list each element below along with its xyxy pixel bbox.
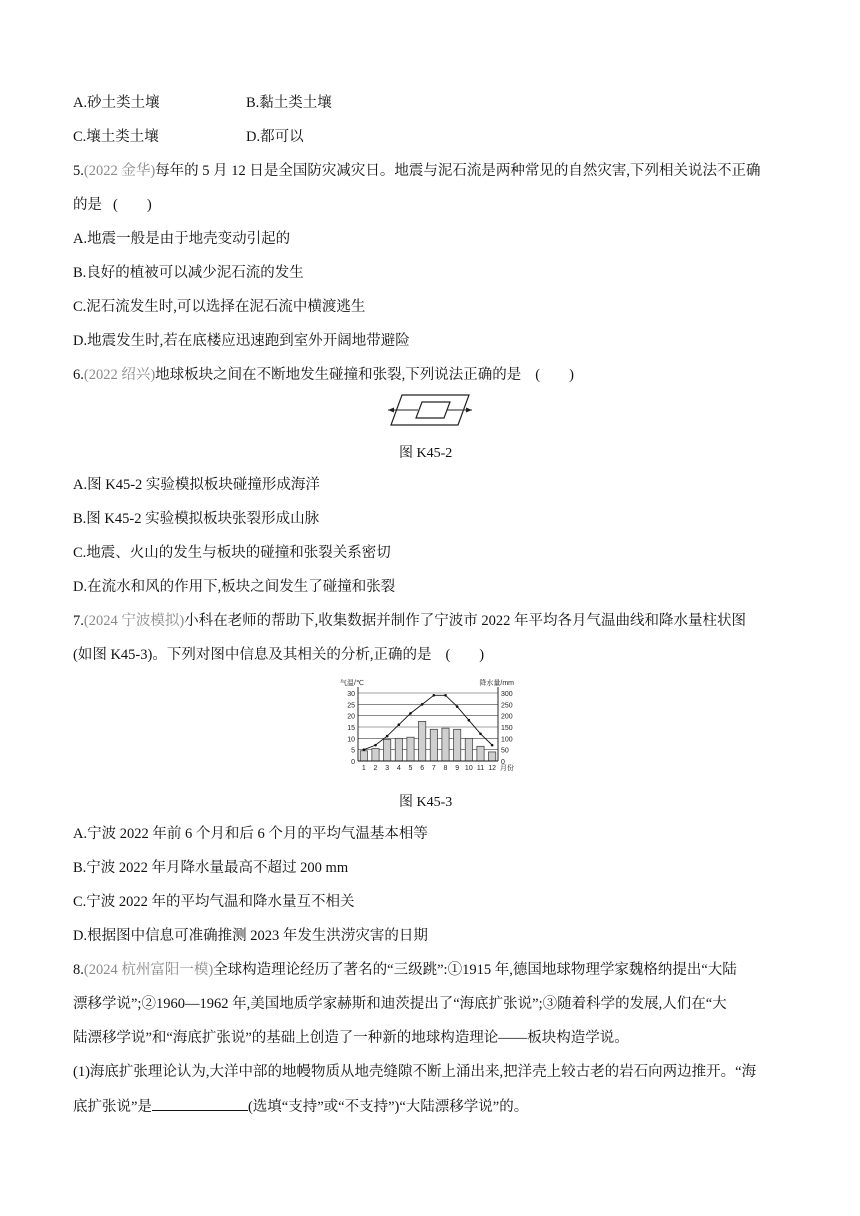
precipitation-bar xyxy=(489,752,496,761)
precipitation-bar xyxy=(442,728,449,761)
q7-number: 7. xyxy=(73,613,84,629)
q5-option-b: B.良好的植被可以减少泥石流的发生 xyxy=(73,265,304,281)
q7-option-d: D.根据图中信息可准确推测 2023 年发生洪涝灾害的日期 xyxy=(73,928,428,944)
x-tick-label: 5 xyxy=(408,765,413,772)
inner-parallelogram xyxy=(416,402,450,418)
q6-option-c: C.地震、火山的发生与板块的碰撞和张裂关系密切 xyxy=(73,545,391,561)
q8-stem-line-3: 陆漂移学说”和“海底扩张说”的基础上创造了一种新的地球构造理论——板块构造学说。 xyxy=(73,1030,629,1046)
q7-source: (2024 宁波模拟) xyxy=(83,613,185,629)
temperature-point xyxy=(491,744,494,747)
figure-caption-k45-2: 图 K45-2 xyxy=(399,446,453,461)
temperature-point xyxy=(456,705,459,708)
precipitation-bar xyxy=(360,751,367,761)
y-right-axis-label: 降水量/mm xyxy=(479,680,514,687)
q6-source: (2022 绍兴) xyxy=(83,367,156,383)
left-tick-label: 30 xyxy=(347,691,355,698)
chart-line xyxy=(363,694,494,751)
q6-answer-paren: ( ) xyxy=(535,367,574,383)
x-tick-label: 3 xyxy=(385,765,390,772)
right-tick-label: 150 xyxy=(501,725,513,732)
left-tick-label: 0 xyxy=(351,759,355,766)
precipitation-bar xyxy=(454,729,461,761)
q7-stem-line-1 xyxy=(73,611,746,631)
q5-stem-line-1 xyxy=(73,161,761,181)
q8-stem-line-1 xyxy=(73,960,737,980)
q8-part1-line-2 xyxy=(73,1096,528,1117)
x-tick-label: 7 xyxy=(431,765,436,772)
q8-part1-line-1: (1)海底扩张理论认为,大洋中部的地幔物质从地壳缝隙不断上涌出来,把洋壳上较古老的岩石向两边推开。“海 xyxy=(73,1064,757,1080)
x-tick-label: 9 xyxy=(455,765,460,772)
q4-option-d: D.都可以 xyxy=(246,129,304,145)
q5-option-a: A.地震一般是由于地壳变动引起的 xyxy=(73,231,291,247)
precipitation-bar xyxy=(384,739,391,761)
q7-option-b: B.宁波 2022 年月降水量最高不超过 200 mm xyxy=(73,860,349,876)
q5-stem: 每年的 5 月 12 日是全国防灾减灾日。地震与泥石流是两种常见的自然灾害,下列相关说法不正确 xyxy=(155,163,761,179)
left-tick-label: 10 xyxy=(347,736,355,744)
precipitation-bar xyxy=(477,746,484,761)
x-tick-label: 4 xyxy=(396,765,401,772)
q4-option-b: B.黏土类土壤 xyxy=(246,95,332,111)
q5-stem-line-2 xyxy=(73,195,152,215)
temperature-point xyxy=(433,694,436,697)
right-arrow-icon xyxy=(466,408,472,413)
x-tick-label: 11 xyxy=(476,765,485,772)
q6-stem xyxy=(73,365,574,385)
plate-experiment-figure xyxy=(388,392,472,428)
q6-option-b: B.图 K45-2 实验模拟板块张裂形成山脉 xyxy=(73,511,320,527)
right-tick-label: 50 xyxy=(501,747,509,755)
right-tick-label: 0 xyxy=(501,759,505,766)
temperature-point xyxy=(363,748,366,751)
x-tick-label: 8 xyxy=(443,765,448,772)
precipitation-bar xyxy=(372,749,379,761)
left-arrow-icon xyxy=(388,408,394,413)
q6-number: 6. xyxy=(73,367,84,383)
q8-stem: 全球构造理论经历了著名的“三级跳”:①1915 年,德国地球物理学家魏格纳提出“大陆 xyxy=(213,962,737,978)
x-tick-label: 10 xyxy=(464,765,473,772)
q8-number: 8. xyxy=(73,962,84,978)
figure-caption-k45-3: 图 K45-3 xyxy=(399,795,453,810)
left-tick-label: 25 xyxy=(347,702,355,710)
q7-option-c: C.宁波 2022 年的平均气温和降水量互不相关 xyxy=(73,894,355,910)
q7-stem: 小科在老师的帮助下,收集数据并制作了宁波市 2022 年平均各月气温曲线和降水量柱状图 xyxy=(184,613,747,629)
temperature-point xyxy=(444,694,447,697)
temperature-point xyxy=(479,733,482,736)
q5-option-c: C.泥石流发生时,可以选择在泥石流中横渡逃生 xyxy=(73,299,366,315)
temperature-point xyxy=(398,723,401,726)
q5-number: 5. xyxy=(73,163,84,179)
q7-stem-line-2 xyxy=(73,645,484,665)
right-tick-label: 250 xyxy=(501,702,513,710)
chart-grid xyxy=(358,693,498,750)
right-tick-label: 300 xyxy=(501,691,513,698)
left-tick-label: 20 xyxy=(347,713,355,721)
q8-part1-prefix: 底扩张说”是 xyxy=(73,1099,152,1115)
x-tick-label: 2 xyxy=(373,765,378,772)
precipitation-bar xyxy=(395,738,402,761)
q8-source: (2024 杭州富阳一模) xyxy=(83,962,214,978)
q7-option-a: A.宁波 2022 年前 6 个月和后 6 个月的平均气温基本相等 xyxy=(73,826,428,842)
q6-stem-text: 地球板块之间在不断地发生碰撞和张裂,下列说法正确的是 xyxy=(155,367,522,383)
q4-option-c: C.壤土类土壤 xyxy=(73,129,159,145)
temperature-point xyxy=(468,719,471,722)
q7-answer-paren: ( ) xyxy=(445,647,485,663)
left-tick-label: 15 xyxy=(347,725,355,732)
precipitation-bar xyxy=(430,729,437,761)
q5-source: (2022 金华) xyxy=(83,163,156,179)
x-axis-label: 月份 xyxy=(500,765,514,772)
left-tick-label: 5 xyxy=(351,747,355,755)
q8-part1-suffix: (选填“支持”或“不支持”)“大陆漂移学说”的。 xyxy=(247,1099,529,1115)
q6-option-a: A.图 K45-2 实验模拟板块碰撞形成海洋 xyxy=(73,477,320,493)
q6-option-d: D.在流水和风的作用下,板块之间发生了碰撞和张裂 xyxy=(73,579,396,595)
temperature-point xyxy=(374,744,377,747)
temperature-point xyxy=(409,712,412,715)
q7-stem-end: (如图 K45-3)。下列对图中信息及其相关的分析,正确的是 xyxy=(73,647,432,663)
y-left-axis-label: 气温/℃ xyxy=(340,680,364,687)
temperature-point xyxy=(386,735,389,738)
q5-stem-end: 的是 xyxy=(73,197,102,213)
x-tick-label: 1 xyxy=(361,765,366,772)
x-tick-label: 12 xyxy=(488,765,497,772)
q5-answer-paren: ( ) xyxy=(113,197,152,213)
q4-option-a: A.砂土类土壤 xyxy=(73,95,160,111)
right-tick-label: 100 xyxy=(501,736,513,744)
precipitation-bar xyxy=(407,737,414,761)
precipitation-bar xyxy=(419,721,426,761)
q8-answer-blank[interactable] xyxy=(152,1096,248,1111)
x-tick-label: 6 xyxy=(420,765,425,772)
q5-option-d: D.地震发生时,若在底楼应迅速跑到室外开阔地带避险 xyxy=(73,333,410,349)
precipitation-bar xyxy=(465,738,472,761)
temperature-point xyxy=(421,703,424,706)
climate-chart xyxy=(338,677,526,777)
right-tick-label: 200 xyxy=(501,713,513,721)
q8-stem-line-2: 漂移学说”;②1960—1962 年,美国地质学家赫斯和迪茨提出了“海底扩张说”;③随着科学的发展,人们在“大 xyxy=(73,996,727,1012)
temperature-line xyxy=(364,695,492,749)
